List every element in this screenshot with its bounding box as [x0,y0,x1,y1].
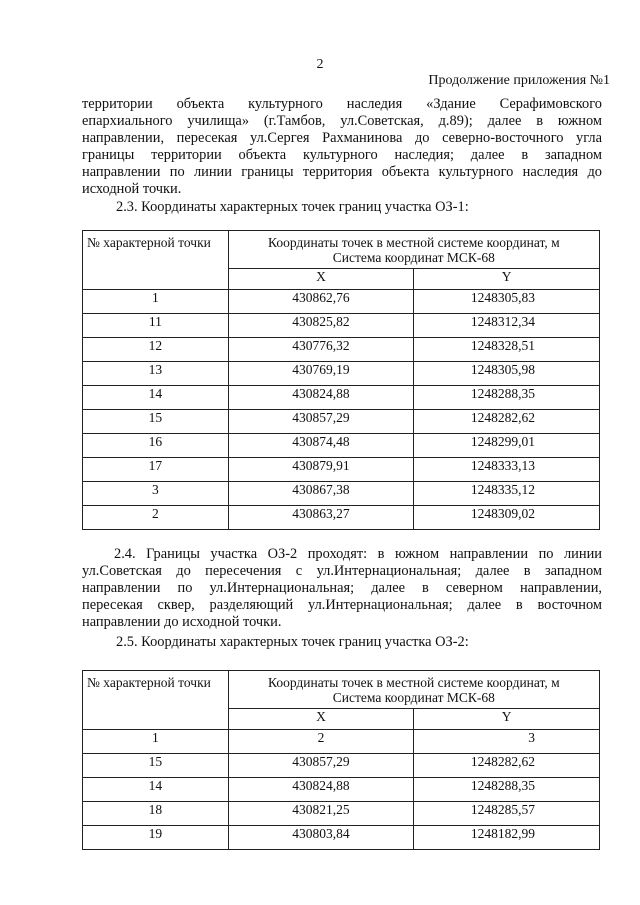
x-coordinate-cell: 2 [228,730,413,754]
x-coordinate-cell: 430857,29 [228,410,413,434]
col-header-x: X [228,709,413,730]
y-coordinate-cell: 1248328,51 [414,338,600,362]
point-number-cell: 17 [83,458,229,482]
col-header-point: № характерной точки [83,671,229,730]
y-coordinate-cell: 3 [414,730,600,754]
point-number-cell: 1 [83,730,229,754]
paragraph-1 [82,96,602,198]
y-coordinate-cell: 1248182,99 [414,826,600,850]
col-header-coordinates [228,671,599,709]
x-coordinate-cell: 430862,76 [228,290,413,314]
x-coordinate-cell: 430874,48 [228,434,413,458]
paragraph-line: направлении по линии границы территория объекта культурного наследия до [82,164,602,180]
point-number-cell: 19 [83,826,229,850]
paragraph-line: направлении по ул.Интернациональная; далее в северном направлении, [82,580,602,596]
y-coordinate-cell: 1248299,01 [414,434,600,458]
point-number-cell: 3 [83,482,229,506]
col-header-y: Y [414,709,600,730]
table-row [83,362,600,386]
table-row [83,826,600,850]
x-coordinate-cell: 430821,25 [228,802,413,826]
col-header-y: Y [414,269,600,290]
paragraph-line: 2.4. Границы участка ОЗ-2 проходят: в южном направлении по линии [114,546,602,562]
table-row [83,730,600,754]
coordinates-table-oz1 [82,230,600,530]
y-coordinate-cell: 1248288,35 [414,386,600,410]
paragraph-line: исходной точки. [82,181,182,197]
coordinates-table-oz2 [82,670,600,850]
col-header-x: X [228,269,413,290]
col-header-point: № характерной точки [83,231,229,290]
point-number-cell: 13 [83,362,229,386]
section-heading-2-5: 2.5. Координаты характерных точек границ участка ОЗ-2: [116,634,469,650]
paragraph-2 [82,546,602,631]
x-coordinate-cell: 430857,29 [228,754,413,778]
y-coordinate-cell: 1248333,13 [414,458,600,482]
y-coordinate-cell: 1248288,35 [414,778,600,802]
table-row [83,386,600,410]
y-coordinate-cell: 1248305,83 [414,290,600,314]
x-coordinate-cell: 430824,88 [228,386,413,410]
table-row [83,802,600,826]
table-row [83,410,600,434]
table-row [83,778,600,802]
table-row [83,458,600,482]
point-number-cell: 14 [83,386,229,410]
paragraph-line: ул.Советская до пересечения с ул.Интернациональная; далее в западном [82,563,602,579]
coordinate-system: Система координат МСК-68 [332,250,495,265]
point-number-cell: 11 [83,314,229,338]
coordinates-caption: Координаты точек в местной системе координат, м [267,675,560,690]
paragraph-line: территории объекта культурного наследия «Здание Серафимовского [82,96,602,112]
table-row [83,434,600,458]
paragraph-line: епархиального училища» (г.Тамбов, ул.Советская, д.89); далее в южном [82,113,602,129]
appendix-note: Продолжение приложения №1 [428,73,610,88]
x-coordinate-cell: 430867,38 [228,482,413,506]
paragraph-line: направлении, пересекая ул.Сергея Рахманинова до северно-восточного угла [82,130,602,146]
point-number-cell: 18 [83,802,229,826]
point-number-cell: 15 [83,410,229,434]
coordinates-caption: Координаты точек в местной системе координат, м [267,235,560,250]
col-header-coordinates [228,231,599,269]
y-coordinate-cell: 1248285,57 [414,802,600,826]
y-coordinate-cell: 1248309,02 [414,506,600,530]
x-coordinate-cell: 430863,27 [228,506,413,530]
point-number-cell: 1 [83,290,229,314]
point-number-cell: 14 [83,778,229,802]
point-number-cell: 2 [83,506,229,530]
paragraph-line: границы территории объекта культурного наследия; далее в западном [82,147,602,163]
paragraph-line: пересекая сквер, разделяющий ул.Интернациональная; далее в восточном [82,597,602,613]
y-coordinate-cell: 1248305,98 [414,362,600,386]
coordinate-system: Система координат МСК-68 [332,690,495,705]
table-row [83,338,600,362]
y-coordinate-cell: 1248282,62 [414,410,600,434]
page-number: 2 [316,57,324,72]
section-heading-2-3: 2.3. Координаты характерных точек границ участка ОЗ-1: [116,199,469,215]
x-coordinate-cell: 430776,32 [228,338,413,362]
table-row [83,482,600,506]
x-coordinate-cell: 430825,82 [228,314,413,338]
paragraph-line: направлении до исходной точки. [82,614,282,630]
x-coordinate-cell: 430803,84 [228,826,413,850]
table-row [83,754,600,778]
point-number-cell: 15 [83,754,229,778]
y-coordinate-cell: 1248282,62 [414,754,600,778]
table-row [83,314,600,338]
point-number-cell: 12 [83,338,229,362]
y-coordinate-cell: 1248335,12 [414,482,600,506]
x-coordinate-cell: 430769,19 [228,362,413,386]
table-row [83,506,600,530]
x-coordinate-cell: 430879,91 [228,458,413,482]
table-row [83,290,600,314]
y-coordinate-cell: 1248312,34 [414,314,600,338]
x-coordinate-cell: 430824,88 [228,778,413,802]
point-number-cell: 16 [83,434,229,458]
